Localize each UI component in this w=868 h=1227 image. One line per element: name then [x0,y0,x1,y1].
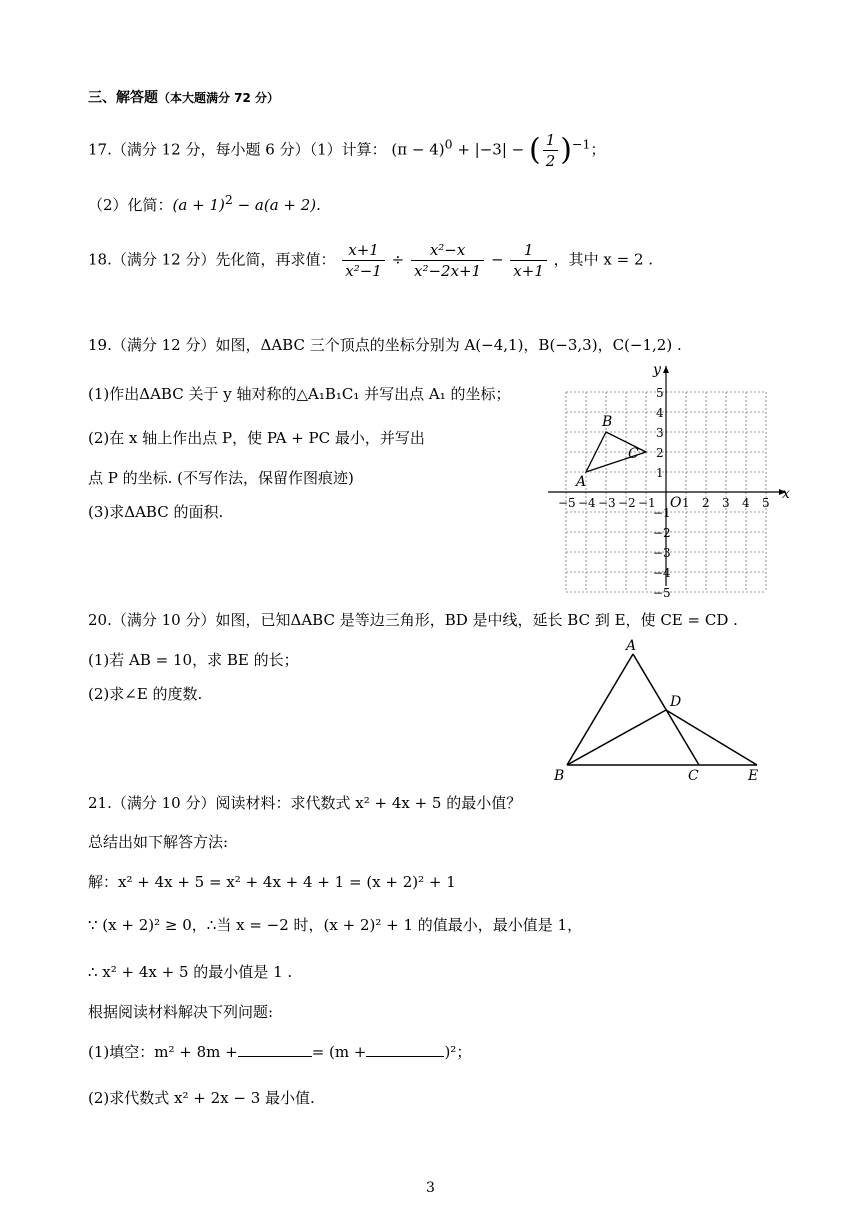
q21-item2: (2)求代数式 x² + 2x − 3 最小值. [88,1089,315,1107]
x-tick-label: −2 [618,496,636,510]
q18-condition: ，其中 x = 2 . [553,250,654,269]
x-tick-label: −1 [638,496,656,510]
q20-triangle-figure [548,638,768,788]
q21-number: 21. [88,794,112,812]
q19-item1: (1)作出ΔABC 关于 y 轴对称的△A₁B₁C₁ 并写出点 A₁ 的坐标； [88,385,511,403]
q19-meta: （满分 12 分）如图，ΔABC 三个顶点的坐标分别为 A(−4,1)，B(−3,3)，C(−1,2) . [111,336,682,354]
y-tick-label: −1 [653,506,671,520]
q21-line4: ∵ (x + 2)² ≥ 0，∴当 x = −2 时，(x + 2)² + 1 的值最小，最小值是 1， [88,916,583,934]
q17-part2-label: （2）化简： [88,196,173,214]
q19-number: 19. [88,336,112,354]
q17-paren-open: ( [529,132,541,168]
y-tick-label: −2 [653,526,671,540]
point-label-c: C [628,446,639,462]
q20-number: 20. [88,611,112,629]
q20-item2: (2)求∠E 的度数. [88,685,203,703]
section-title [88,88,279,108]
label-d: D [670,694,682,710]
q18-number: 18. [88,250,112,269]
x-tick-label: 3 [722,496,730,510]
tick-labels [558,386,770,600]
q20-item1: (1)若 AB = 10，求 BE 的长； [88,651,299,669]
label-b: B [554,768,565,784]
segment-bd [567,710,666,765]
q21-line3: 解：x² + 4x + 5 = x² + 4x + 4 + 1 = (x + 2)² + 1 [88,873,456,891]
q21-line6: 根据阅读材料解决下列问题: [88,1003,274,1021]
x-tick-label: 2 [702,496,710,510]
y-axis-label: y [653,362,661,378]
q21-stem [88,793,521,813]
segment-ab [567,654,633,765]
q17-frac: $\frac{1}{2}$ [543,130,559,171]
q17-part2-expr-b: − a(a + 2). [232,196,321,214]
q17-number: 17. [88,140,112,159]
q17-expr-b: + |−3| − [452,140,530,159]
q19-coordinate-graph [546,360,796,600]
q19-item3: (3)求ΔABC 的面积. [88,503,224,521]
point-label-b: B [602,414,613,430]
y-axis-arrow [663,366,669,373]
section-title-text: 三、解答题 [88,90,158,106]
segment-de [666,710,757,765]
x-tick-label: 4 [742,496,750,510]
x-tick-label: 1 [682,496,690,510]
q17-sup-neg1: −1 [572,136,591,152]
q17-part2: （2）化简：$(a + 1)^2 - a(a + 2)$. [88,192,321,214]
q17-meta: （满分 12 分，每小题 6 分） [111,140,310,159]
q17-sup0: 0 [444,136,453,152]
q19-item2b: 点 P 的坐标. (不写作法，保留作图痕迹) [88,469,354,487]
q19-item2: (2)在 x 轴上作出点 P，使 PA + PC 最小，并写出 [88,429,425,447]
label-a: A [626,638,637,654]
x-tick-label: −4 [578,496,596,510]
q18-meta: （满分 12 分）先化简，再求值： [111,250,336,269]
segment-ac [633,654,699,765]
label-e: E [748,768,759,784]
x-axis-label: x [782,486,790,502]
fill-blank-1[interactable] [238,1042,312,1057]
q20-meta: （满分 10 分）如图，已知ΔABC 是等边三角形，BD 是中线，延长 BC 到 E，使 CE = CD . [111,611,738,629]
q18-frac2: $\frac{\text{x²−x}}{\text{x²−2x+1}}$ [411,240,484,281]
fill-blank-2[interactable] [366,1042,444,1057]
q21-line5: ∴ x² + 4x + 5 的最小值是 1 . [88,963,293,981]
origin-label: O [670,495,682,511]
q18: 18.（满分 12 分）先化简，再求值： $\frac{x+1}{\text{x²−1}}$ ÷ $\frac{\text{x²−x}}{\text{x²−2x+1}}$ − $\frac{1}{x+1}$ ，其中 x = 2 . [88,241,654,280]
q21-meta: （满分 10 分）阅读材料：求代数式 x² + 4x + 5 的最小值？ [111,794,522,812]
point-label-a: A [576,474,587,490]
y-tick-label: 5 [656,386,664,400]
q20-stem [88,610,738,630]
q21-item1: (1)填空：m² + 8m + = (m + )²； [88,1043,472,1061]
q17-part1-label: （1）计算： [309,140,387,159]
page-number: 3 [426,1180,435,1196]
q18-frac3: $\frac{1}{x+1}$ [510,240,547,281]
q17-part1: 17.（满分 12 分，每小题 6 分）（1）计算： $(\pi - 4)^0 + |-3|$ − ( $\frac{1}{2}$ )$^{-1}$； [88,131,606,170]
y-tick-label: 4 [656,406,664,420]
y-tick-label: 2 [656,446,664,460]
x-tick-label: 5 [762,496,770,510]
label-c: C [688,768,699,784]
q17-paren-close: ) [560,132,572,168]
section-note: （本大题满分 72 分） [158,91,280,105]
y-tick-label: 3 [656,426,664,440]
q17-part2-expr-a: (a + 1) [172,196,225,214]
y-tick-label: 1 [656,466,664,480]
y-tick-label: −5 [653,586,671,600]
q19-stem [88,335,682,355]
x-tick-label: −3 [598,496,616,510]
q21-line2: 总结出如下解答方法: [88,833,229,851]
q17-expr-a: (π − 4) [391,140,445,159]
y-tick-label: −4 [653,566,671,580]
x-tick-label: −5 [558,496,576,510]
q18-frac1: $\frac{x+1}{\text{x²−1}}$ [342,240,385,281]
y-tick-label: −3 [653,546,671,560]
